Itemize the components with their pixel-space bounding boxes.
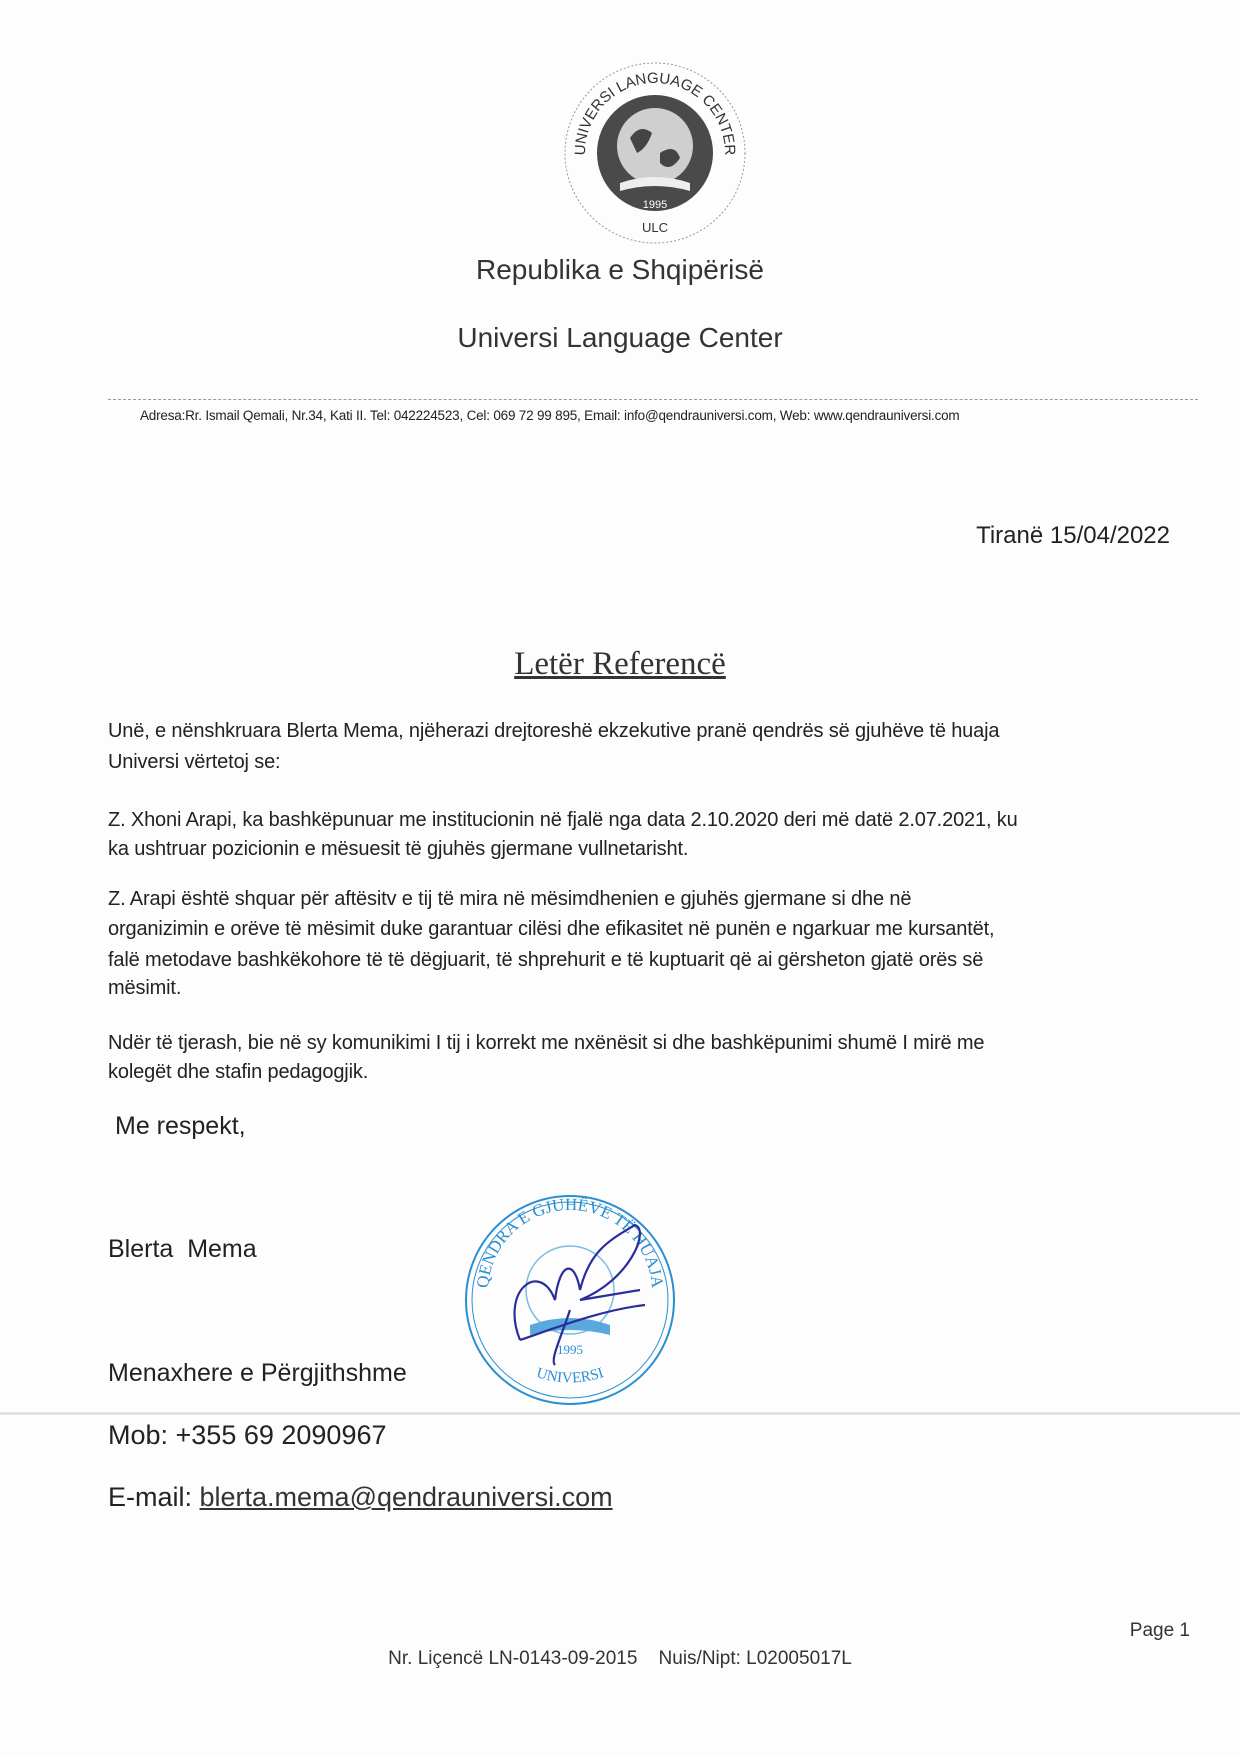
signatory-mobile: Mob: +355 69 2090967 xyxy=(108,1420,387,1450)
signatory-email-row xyxy=(108,1482,613,1513)
header-divider xyxy=(108,399,1198,400)
logo-abbr: ULC xyxy=(641,220,669,235)
organization-heading: Universi Language Center xyxy=(457,322,783,353)
email-link[interactable]: blerta.mema@qendrauniversi.com xyxy=(199,1482,613,1512)
paragraph-line: Universi vërtetoj se: xyxy=(108,751,281,773)
address-line: Adresa:Rr. Ismail Qemali, Nr.34, Kati II. Tel: 042224523, Cel: 069 72 99 895, Email: info@qendrauniversi.com, Web: www.qendrauniversi.com xyxy=(140,408,960,423)
official-stamp xyxy=(460,1190,680,1410)
paragraph-line: mësimit. xyxy=(108,977,182,999)
logo-ring-text: UNIVERSI LANGUAGE CENTER xyxy=(571,69,739,156)
signatory-role: Menaxhere e Përgjithshme xyxy=(108,1359,407,1387)
country-heading: Republika e Shqipërisë xyxy=(476,254,764,285)
paragraph-line: organizimin e orëve të mësimit duke garantuar cilësi dhe efikasitet në punën e ngarkuar me kursantët, xyxy=(108,918,995,940)
logo-year: 1995 xyxy=(642,199,668,211)
stamp-ring-text: QENDRA E GJUHËVE TË HUAJA xyxy=(472,1194,668,1289)
letter-title: Letër Referencë xyxy=(514,646,726,682)
paragraph-line: falë metodave bashkëkohore të të dëgjuarit, të shprehurit e të kuptuarit që ai gërsheton gjatë orës së xyxy=(108,949,984,971)
page-number: Page 1 xyxy=(1129,1620,1190,1641)
scan-divider xyxy=(0,1412,1240,1415)
license-footer: Nr. Liçencë LN-0143-09-2015 Nuis/Nipt: L02005017L xyxy=(388,1648,852,1669)
ulc-logo xyxy=(560,58,750,248)
signatory-name: Blerta Mema xyxy=(108,1235,257,1263)
paragraph-line: Z. Arapi është shquar për aftësitv e tij të mira në mësimdhenien e gjuhës gjermane si dhe në xyxy=(108,888,912,910)
paragraph-line: ka ushtruar pozicionin e mësuesit të gjuhës gjermane vullnetarisht. xyxy=(108,838,689,860)
email-label: E-mail: xyxy=(108,1482,200,1512)
stamp-bottom-text: UNIVERSI xyxy=(534,1365,606,1387)
letter-date: Tiranë 15/04/2022 xyxy=(976,522,1170,549)
paragraph-line: Z. Xhoni Arapi, ka bashkëpunuar me institucionin në fjalë nga data 2.10.2020 deri më datë 2.07.2021, ku xyxy=(108,809,1018,831)
paragraph-line: kolegët dhe stafin pedagogjik. xyxy=(108,1061,369,1083)
closing: Me respekt, xyxy=(115,1112,246,1140)
paragraph-line: Unë, e nënshkruara Blerta Mema, njëherazi drejtoreshë ekzekutive pranë qendrës së gjuhëve të huaja xyxy=(108,720,1000,742)
paragraph-line: Ndër të tjerash, bie në sy komunikimi I tij i korrekt me nxënësit si dhe bashkëpunimi shumë I mirë me xyxy=(108,1032,985,1054)
stamp-year: 1995 xyxy=(557,1342,583,1357)
